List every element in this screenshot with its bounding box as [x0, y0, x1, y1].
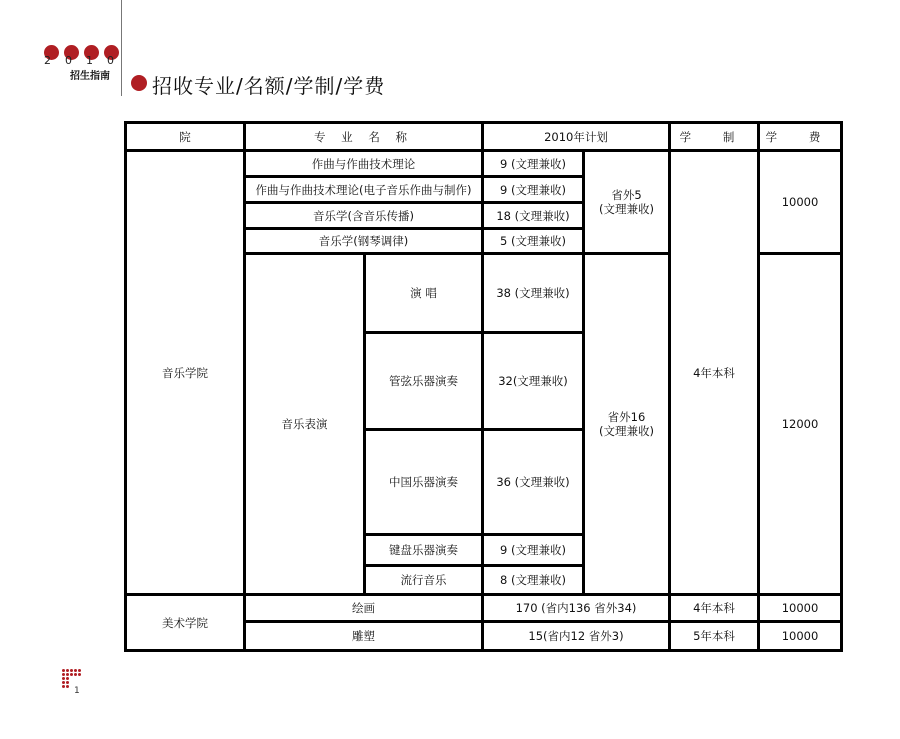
fee-cell: 10000: [760, 623, 840, 649]
plan-cell: 170 (省内136 省外34): [484, 596, 668, 620]
fee-group2: 12000: [760, 255, 840, 593]
plan-cell: 38 (文理兼收): [484, 255, 582, 331]
plan-cell: 18 (文理兼收): [484, 204, 582, 227]
page-number: 1: [74, 686, 80, 696]
logo: [44, 45, 128, 85]
header-plan: 2010年计划: [484, 124, 668, 149]
sub-major-cell: 流行音乐: [366, 567, 481, 593]
major-cell: 绘画: [246, 596, 481, 620]
plan-cell: 36 (文理兼收): [484, 431, 582, 533]
plan-cell: 9 (文理兼收): [484, 536, 582, 564]
sub-major-cell: 管弦乐器演奏: [366, 334, 481, 428]
sub-major-cell: 键盘乐器演奏: [366, 536, 481, 564]
plan-cell: 9 (文理兼收): [484, 152, 582, 175]
title-bullet-icon: [131, 75, 147, 91]
plan-cell: 32(文理兼收): [484, 334, 582, 428]
major-cell: 音乐学(含音乐传播): [246, 204, 481, 227]
header-major: 专 业 名 称: [246, 124, 481, 149]
page-title: 招收专业/名额/学制/学费: [152, 74, 386, 98]
major-performance: 音乐表演: [246, 255, 363, 593]
major-cell: 作曲与作曲技术理论(电子音乐作曲与制作): [246, 178, 481, 201]
logo-year: 2010: [44, 54, 128, 67]
outside-quota-group2: 省外16 (文理兼收): [585, 255, 668, 593]
duration-music: 4年本科: [671, 152, 757, 593]
sub-major-cell: 中国乐器演奏: [366, 431, 481, 533]
outside-quota-group1: 省外5 (文理兼收): [585, 152, 668, 252]
header-college: 院: [127, 124, 243, 149]
logo-subtitle: 招生指南: [70, 71, 110, 82]
fee-cell: 10000: [760, 596, 840, 620]
major-cell: 作曲与作曲技术理论: [246, 152, 481, 175]
sub-major-cell: 演 唱: [366, 255, 481, 331]
fee-group1: 10000: [760, 152, 840, 252]
header-fee: 学 费: [760, 124, 840, 149]
header-duration: 学 制: [671, 124, 757, 149]
major-cell: 雕塑: [246, 623, 481, 649]
college-art: 美术学院: [127, 596, 243, 649]
plan-cell: 5 (文理兼收): [484, 230, 582, 252]
plan-cell: 9 (文理兼收): [484, 178, 582, 201]
major-cell: 音乐学(钢琴调律): [246, 230, 481, 252]
enrollment-table: [124, 121, 843, 652]
college-music: 音乐学院: [127, 152, 243, 593]
duration-cell: 5年本科: [671, 623, 757, 649]
plan-cell: 15(省内12 省外3): [484, 623, 668, 649]
duration-cell: 4年本科: [671, 596, 757, 620]
plan-cell: 8 (文理兼收): [484, 567, 582, 593]
